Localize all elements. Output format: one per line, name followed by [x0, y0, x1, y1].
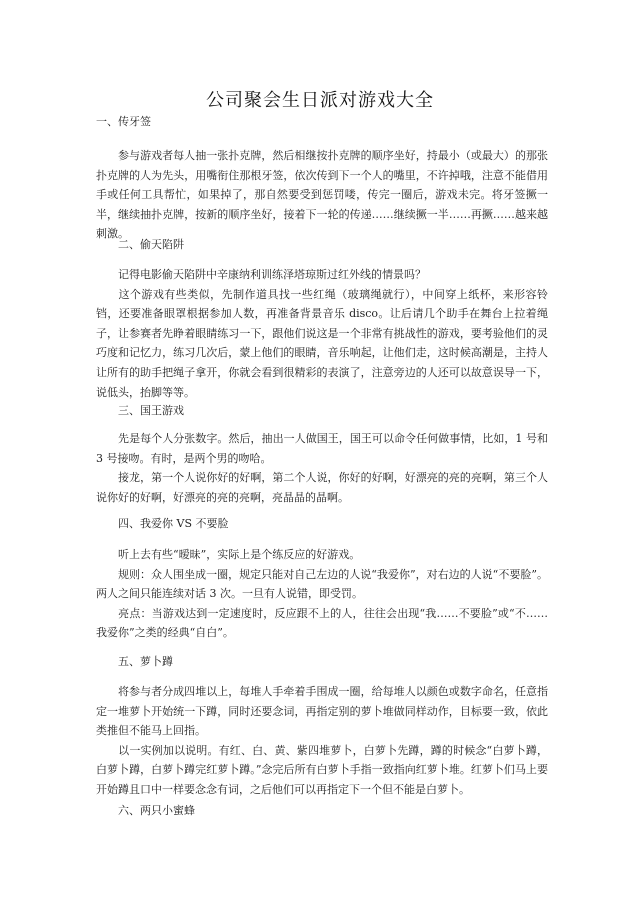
paragraph: 听上去有些“暧昧”，实际上是个练反应的好游戏。: [118, 548, 361, 561]
section-heading-5: 五、萝卜蹲: [118, 655, 173, 668]
paragraph: 以一实例加以说明。有红、白、黄、紫四堆萝卜，白萝卜先蹲，蹲的时候念“白萝卜蹲，白萝卜蹲，白萝卜蹲完红萝卜蹲。”念完后所有白萝卜手指一致指向红萝卜堆。红萝卜们马上要开始蹲且口中一样要念念有词，之后他们可以再指定下一个但不能是白萝卜。: [96, 743, 548, 796]
paragraph: 接龙，第一个人说你好的好啊，第二个人说，你好的好啊，好漂亮的亮的亮啊，第三个人说你好的好啊，好漂亮的亮的亮啊，亮晶晶的晶啊。: [96, 471, 548, 504]
paragraph: 将参与者分成四堆以上，每堆人手牵着手围成一圈，给每堆人以颜色或数字命名，任意指定一堆萝卜开始统一下蹲，同时还要念词，再指定别的萝卜堆做同样动作，目标要一致，依此类推但不能马上回指。: [96, 685, 548, 738]
section-heading-6: 六、两只小蜜蜂: [118, 804, 195, 817]
paragraph: 先是每个人分张数字。然后，抽出一人做国王，国王可以命令任何做事情，比如，1 号和 3 号接吻。有时，是两个男的吻哈。: [96, 432, 548, 465]
section-body-3: [96, 429, 548, 507]
paragraph: 亮点：当游戏达到一定速度时，反应跟不上的人，往往会出现“我……不要脸”或“不……我爱你”之类的经典“自白”。: [96, 606, 548, 640]
section-heading-4: 四、我爱你 VS 不要脸: [118, 517, 229, 530]
section-body-4: [96, 545, 548, 643]
section-heading-3: 三、国王游戏: [118, 404, 184, 417]
page-title: 公司聚会生日派对游戏大全: [206, 90, 434, 111]
paragraph: 记得电影偷天陷阱中辛康纳利训练泽塔琼斯过红外线的情景吗？: [118, 268, 426, 281]
section-heading-1: 一、传牙签: [96, 115, 151, 128]
section-heading-2: 二、偷天陷阱: [118, 238, 184, 251]
section-body-1: [96, 146, 548, 244]
section-body-2: [96, 265, 548, 402]
paragraph: 参与游戏者每人抽一张扑克牌，然后相继按扑克牌的顺序坐好，持最小（或最大）的那张扑克牌的人为先头，用嘴衔住那根牙签，依次传到下一个人的嘴里，不许掉哦，注意不能借用手或任何工具帮忙，如果掉了，那自然要受到惩罚喽，传完一圈后，游戏未完。将牙签撅一半，继续抽扑克牌，按新的顺序坐好，接着下一轮的传递……继续撅一半……再撅……越来越刺激。: [96, 149, 548, 241]
section-body-5: [96, 682, 548, 800]
paragraph: 这个游戏有些类似，先制作道具找一些红绳（玻璃绳就行），中间穿上纸杯，来形容铃铛，还要准备眼罩根据参加人数，再准备背景音乐 disco。让后请几个助手在舞台上拉着绳子，让参赛者先睁着眼睛练习一下，跟他们说这是一个非常有挑战性的游戏，要考验他们的灵巧度和记忆力，练习几次后，蒙上他们的眼睛，音乐响起，让他们走，这时候高潮是，主持人让所有的助手把绳子拿开，你就会看到很精彩的表演了，注意旁边的人还可以故意误导一下，说低头，抬脚等等。: [96, 287, 548, 399]
paragraph: 规则：众人围坐成一圈，规定只能对自己左边的人说“我爱你”，对右边的人说“不要脸”。两人之间只能连续对话 3 次。一旦有人说错，即受罚。: [96, 567, 548, 601]
